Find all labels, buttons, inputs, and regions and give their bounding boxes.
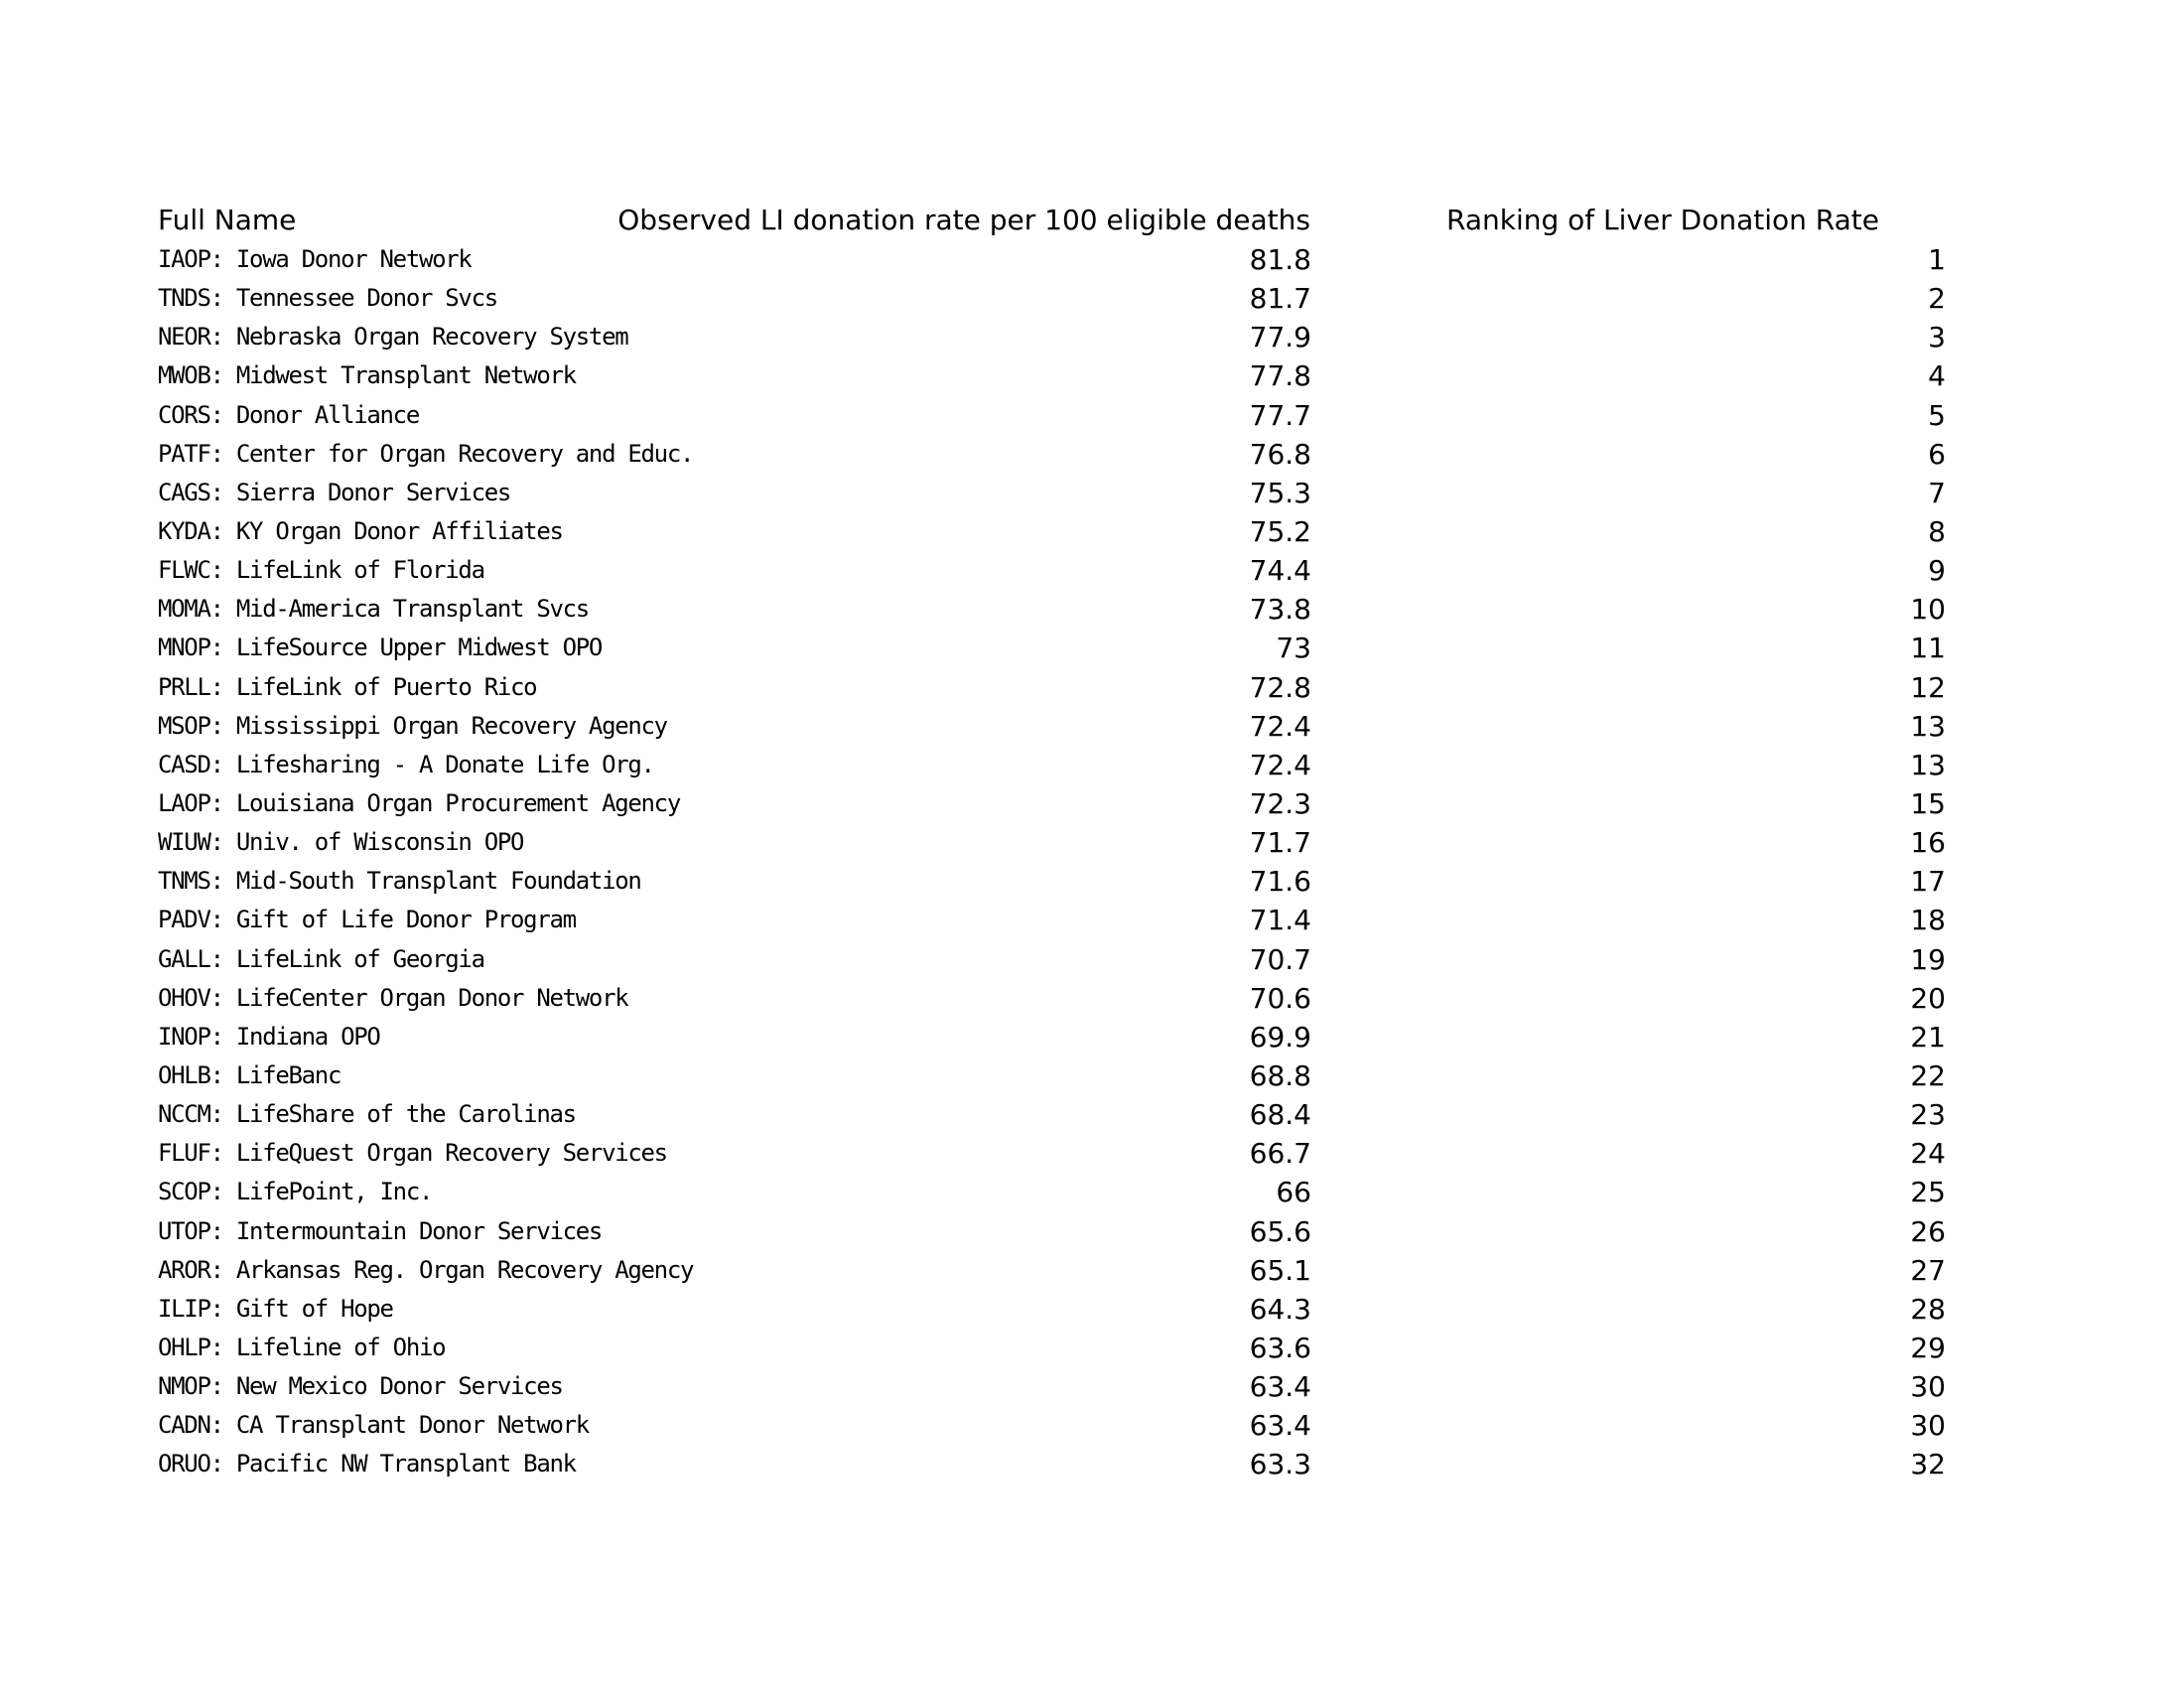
table-row [0, 551, 2184, 590]
table-row [0, 590, 2184, 629]
table-row [0, 1445, 2184, 1483]
table-row [0, 1134, 2184, 1173]
table-row [0, 1173, 2184, 1211]
donation-rate-cell: 71.4 [1249, 904, 1311, 937]
ranking-cell: 24 [1910, 1137, 1946, 1171]
donation-rate-cell: 70.7 [1249, 942, 1311, 976]
donation-rate-cell: 77.7 [1249, 398, 1311, 432]
ranking-cell: 8 [1928, 514, 1946, 548]
ranking-cell: 3 [1928, 321, 1946, 354]
opo-name-cell: MNOP: LifeSource Upper Midwest OPO [158, 633, 603, 662]
table-header-row [0, 201, 2184, 240]
opo-name-cell: CORS: Donor Alliance [158, 400, 419, 429]
opo-name-cell: FLWC: LifeLink of Florida [158, 556, 484, 585]
ranking-cell: 21 [1910, 1020, 1946, 1054]
opo-name-cell: FLUF: LifeQuest Organ Recovery Services [158, 1139, 667, 1168]
table-row [0, 240, 2184, 279]
table-row [0, 629, 2184, 667]
opo-name-cell: CADN: CA Transplant Donor Network [158, 1411, 589, 1440]
ranking-cell: 23 [1910, 1098, 1946, 1132]
table-row [0, 1095, 2184, 1134]
donation-rate-cell: 72.4 [1249, 709, 1311, 743]
opo-name-cell: TNDS: Tennessee Donor Svcs [158, 284, 497, 313]
table-row [0, 668, 2184, 707]
table-row [0, 746, 2184, 784]
ranking-cell: 10 [1910, 593, 1946, 627]
donation-rate-cell: 72.8 [1249, 670, 1311, 704]
opo-name-cell: PATF: Center for Organ Recovery and Educ. [158, 439, 694, 468]
table-row [0, 356, 2184, 395]
ranking-cell: 18 [1910, 904, 1946, 937]
table-row [0, 1212, 2184, 1251]
donation-rate-cell: 63.4 [1249, 1409, 1311, 1443]
column-header-donation-rate: Observed LI donation rate per 100 eligible deaths [617, 204, 1310, 236]
opo-name-cell: OHOV: LifeCenter Organ Donor Network [158, 983, 628, 1012]
table-row [0, 279, 2184, 318]
opo-name-cell: OHLB: LifeBanc [158, 1060, 341, 1089]
column-header-full-name: Full Name [158, 204, 297, 236]
ranking-cell: 32 [1910, 1448, 1946, 1481]
opo-name-cell: CASD: Lifesharing - A Donate Life Org. [158, 750, 654, 778]
table-row [0, 940, 2184, 979]
opo-name-cell: NEOR: Nebraska Organ Recovery System [158, 323, 628, 352]
ranking-cell: 25 [1910, 1176, 1946, 1209]
opo-name-cell: UTOP: Intermountain Donor Services [158, 1216, 603, 1245]
donation-rate-cell: 75.2 [1249, 514, 1311, 548]
donation-rate-cell: 63.4 [1249, 1370, 1311, 1404]
donation-rate-cell: 81.7 [1249, 282, 1311, 316]
table-row [0, 474, 2184, 512]
opo-name-cell: INOP: Indiana OPO [158, 1022, 380, 1051]
donation-rate-cell: 63.6 [1249, 1331, 1311, 1364]
column-header-ranking: Ranking of Liver Donation Rate [1446, 204, 1879, 236]
opo-name-cell: ORUO: Pacific NW Transplant Bank [158, 1450, 576, 1478]
opo-name-cell: NCCM: LifeShare of the Carolinas [158, 1100, 576, 1129]
opo-name-cell: PRLL: LifeLink of Puerto Rico [158, 672, 537, 701]
ranking-cell: 28 [1910, 1292, 1946, 1326]
ranking-cell: 12 [1910, 670, 1946, 704]
ranking-cell: 15 [1910, 786, 1946, 820]
ranking-cell: 26 [1910, 1214, 1946, 1248]
donation-rate-cell: 76.8 [1249, 437, 1311, 471]
table-row [0, 901, 2184, 939]
ranking-cell: 6 [1928, 437, 1946, 471]
opo-name-cell: TNMS: Mid-South Transplant Foundation [158, 867, 641, 896]
table-row [0, 396, 2184, 435]
ranking-cell: 11 [1910, 632, 1946, 665]
donation-rate-cell: 74.4 [1249, 554, 1311, 588]
ranking-cell: 16 [1910, 826, 1946, 860]
donation-rate-cell: 75.3 [1249, 476, 1311, 509]
ranking-cell: 5 [1928, 398, 1946, 432]
donation-rate-cell: 68.8 [1249, 1058, 1311, 1092]
donation-rate-cell: 65.6 [1249, 1214, 1311, 1248]
ranking-cell: 13 [1910, 748, 1946, 781]
table-row [0, 1251, 2184, 1290]
ranking-cell: 30 [1910, 1370, 1946, 1404]
table-row [0, 1018, 2184, 1056]
donation-rate-cell: 66 [1276, 1176, 1311, 1209]
opo-name-cell: PADV: Gift of Life Donor Program [158, 906, 576, 934]
opo-name-cell: ILIP: Gift of Hope [158, 1294, 393, 1323]
donation-rate-cell: 64.3 [1249, 1292, 1311, 1326]
donation-rate-cell: 68.4 [1249, 1098, 1311, 1132]
opo-name-cell: CAGS: Sierra Donor Services [158, 478, 511, 506]
donation-rate-cell: 81.8 [1249, 243, 1311, 276]
table-row [0, 862, 2184, 901]
table-row [0, 1329, 2184, 1367]
donation-rate-cell: 72.4 [1249, 748, 1311, 781]
opo-name-cell: KYDA: KY Organ Donor Affiliates [158, 516, 563, 545]
opo-name-cell: MWOB: Midwest Transplant Network [158, 361, 576, 390]
ranking-cell: 30 [1910, 1409, 1946, 1443]
table-row [0, 979, 2184, 1018]
opo-name-cell: LAOP: Louisiana Organ Procurement Agency [158, 788, 680, 817]
table-row [0, 435, 2184, 474]
donation-rate-cell: 70.6 [1249, 981, 1311, 1015]
table-row [0, 318, 2184, 356]
opo-name-cell: GALL: LifeLink of Georgia [158, 944, 484, 973]
table-row [0, 1290, 2184, 1329]
ranking-cell: 17 [1910, 865, 1946, 899]
donation-rate-cell: 73 [1276, 632, 1311, 665]
ranking-cell: 4 [1928, 359, 1946, 393]
donation-rate-cell: 66.7 [1249, 1137, 1311, 1171]
table-body [0, 240, 2184, 1484]
table-row [0, 1367, 2184, 1406]
table-row [0, 1406, 2184, 1445]
opo-name-cell: WIUW: Univ. of Wisconsin OPO [158, 828, 524, 857]
opo-name-cell: MOMA: Mid-America Transplant Svcs [158, 595, 589, 624]
ranking-cell: 1 [1928, 243, 1946, 276]
donation-rate-cell: 72.3 [1249, 786, 1311, 820]
table-row [0, 823, 2184, 862]
donation-rate-cell: 65.1 [1249, 1253, 1311, 1287]
donation-rate-cell: 77.8 [1249, 359, 1311, 393]
donation-rate-cell: 69.9 [1249, 1020, 1311, 1054]
opo-name-cell: MSOP: Mississippi Organ Recovery Agency [158, 711, 667, 740]
donation-rate-cell: 71.6 [1249, 865, 1311, 899]
opo-name-cell: NMOP: New Mexico Donor Services [158, 1372, 563, 1401]
ranking-cell: 29 [1910, 1331, 1946, 1364]
donation-rate-cell: 71.7 [1249, 826, 1311, 860]
ranking-cell: 22 [1910, 1058, 1946, 1092]
ranking-cell: 19 [1910, 942, 1946, 976]
table-row [0, 512, 2184, 551]
ranking-cell: 9 [1928, 554, 1946, 588]
ranking-cell: 7 [1928, 476, 1946, 509]
donation-rate-cell: 77.9 [1249, 321, 1311, 354]
donation-rate-cell: 63.3 [1249, 1448, 1311, 1481]
ranking-cell: 27 [1910, 1253, 1946, 1287]
donation-rate-cell: 73.8 [1249, 593, 1311, 627]
table-row [0, 1056, 2184, 1095]
table-row [0, 784, 2184, 823]
ranking-cell: 2 [1928, 282, 1946, 316]
ranking-cell: 13 [1910, 709, 1946, 743]
ranking-cell: 20 [1910, 981, 1946, 1015]
opo-name-cell: SCOP: LifePoint, Inc. [158, 1178, 433, 1206]
table-row [0, 707, 2184, 746]
opo-name-cell: AROR: Arkansas Reg. Organ Recovery Agency [158, 1255, 694, 1284]
opo-name-cell: IAOP: Iowa Donor Network [158, 245, 472, 273]
opo-name-cell: OHLP: Lifeline of Ohio [158, 1333, 446, 1361]
